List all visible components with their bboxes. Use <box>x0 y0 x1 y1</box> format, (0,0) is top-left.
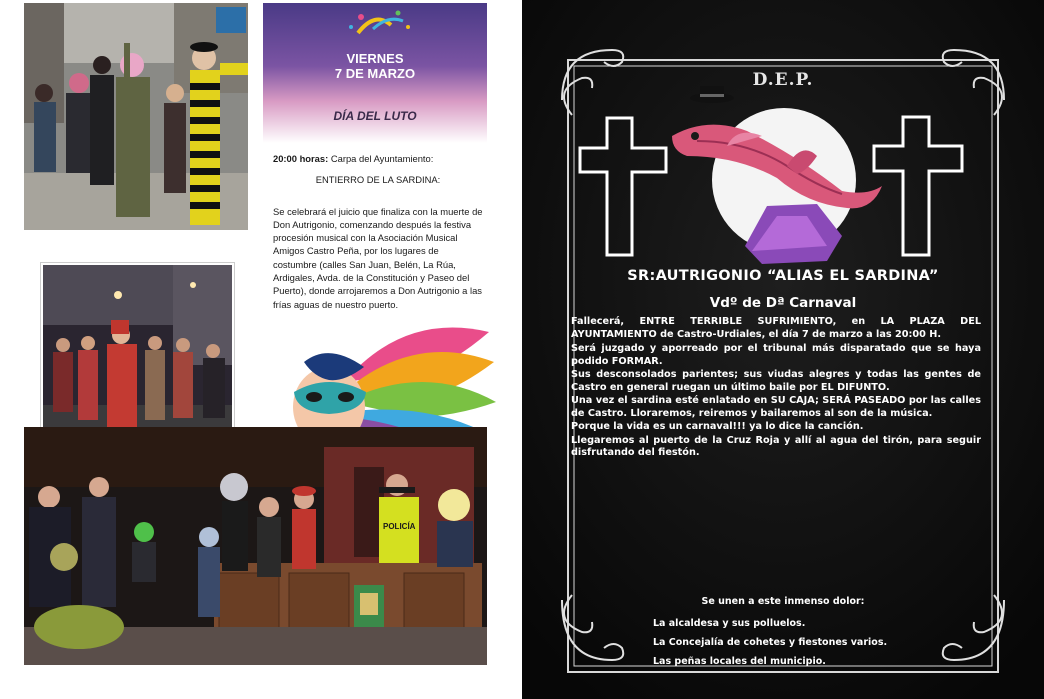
obituary-paragraph: Fallecerá, ENTRE TERRIBLE SUFRIMIENTO, en LA PLAZA DEL AYUNTAMIENTO de Castro-Urdiales, el día 7 de marzo a las 20:00 H. <box>571 316 981 340</box>
dep-heading: D.E.P. <box>752 70 814 90</box>
mourners-intro: Se unen a este inmenso dolor: <box>701 596 865 607</box>
sardine-figure <box>667 86 887 271</box>
photo-street-carnival <box>24 3 248 230</box>
schedule-time: 20:00 horas: <box>273 153 329 164</box>
photo-trial-stage <box>24 427 487 665</box>
obituary-paragraph: Llegaremos al puerto de la Cruz Roja y allí al agua del tirón, para seguir disfrutando del fiestón. <box>571 434 981 458</box>
obituary-paragraph: Porque la vida es un carnaval!!! ya lo dice la canción. <box>571 421 864 432</box>
schedule-description: Se celebrará el juicio que finaliza con la muerte de Don Autrigonio, comenzando después la festiva procesión musical con la Asociación Musical Amigos Castro Peña, por los lugares de costumbre (calles San Juan, Belén, La Rúa, Ardigales, Avda. de la Constitución y Paseo del Puerto), donde arrojaremos a Don Autrigonio a las frías aguas de nuestro puerto. <box>273 205 483 310</box>
event-title: DÍA DEL LUTO <box>333 109 417 123</box>
mourners-list <box>653 614 887 671</box>
obituary-paragraph: Será juzgado y aporreado por el tribunal más disparatado que se haya podido FORMAR. <box>571 343 981 367</box>
schedule-place: Carpa del Ayuntamiento: <box>328 153 434 164</box>
obituary-body <box>571 316 981 460</box>
police-vest-label: POLICÍA <box>383 522 416 531</box>
obituary-paragraph: Sus desconsolados parientes; sus viudas alegres y todas las gentes de Castro en general ruegan un último baile por EL DIFUNTO. <box>571 369 981 393</box>
mourner-item: La alcaldesa y sus polluelos. <box>653 618 806 629</box>
schedule-text <box>273 152 483 311</box>
event-day: VIERNES <box>346 51 404 66</box>
deceased-name: SR:AUTRIGONIO “ALIAS EL SARDINA” <box>627 268 939 284</box>
obituary-poster <box>522 0 1044 699</box>
obituary-paragraph: Una vez el sardina esté enlatado en SU CAJA; SERÁ PASEADO por las calles de Castro. Lloraremos, reiremos y bailaremos al son de la música. <box>571 395 981 419</box>
mourner-item: La Concejalía de cohetes y fiestones varios. <box>653 637 888 648</box>
mourner-item: Las peñas locales del municipio. <box>653 656 826 667</box>
event-header <box>263 3 487 143</box>
schedule-event-title: ENTIERRO DE LA SARDINA: <box>315 174 441 186</box>
widow-line: Vdº de Dª Carnaval <box>709 295 857 311</box>
event-date: 7 DE MARZO <box>334 66 416 81</box>
